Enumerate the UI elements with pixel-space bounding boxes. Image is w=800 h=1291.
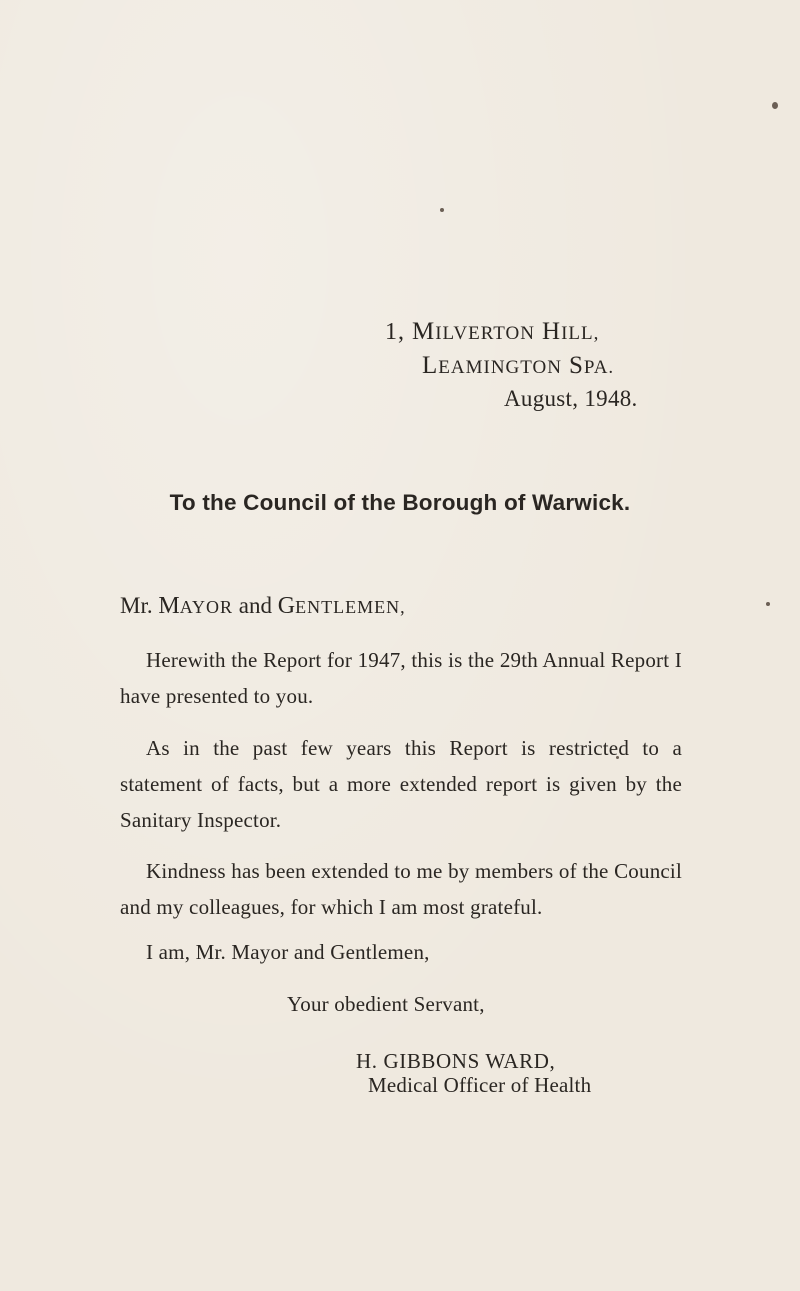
salutation-gentlemen-rest: ENTLEMEN, — [295, 597, 406, 617]
address-number: 1, — [385, 319, 412, 345]
body-paragraph — [120, 730, 682, 838]
paper-speck — [772, 102, 778, 109]
salutation-mayor-rest: AYOR — [179, 597, 234, 617]
address-line-1 — [385, 318, 599, 346]
body-paragraph — [120, 853, 682, 925]
address-line-2 — [422, 352, 614, 380]
paragraph-text: Herewith the Report for 1947, this is the 29th Annual Report I have presented to you. — [120, 648, 682, 708]
address-street-initial: M — [412, 318, 436, 345]
salutation — [120, 593, 406, 620]
paper-speck — [766, 602, 770, 606]
paragraph-text: As in the past few years this Report is restricted to a statement of facts, but a more extended report is given by the Sanitary Inspector. — [120, 736, 682, 832]
closing-line: I am, Mr. Mayor and Gentlemen, — [146, 940, 430, 964]
letter-heading: To the Council of the Borough of Warwick. — [169, 490, 631, 515]
address-town-initial: L — [422, 352, 439, 379]
paper-speck — [440, 208, 444, 212]
address-hill-rest: ILL, — [561, 323, 600, 344]
address-spa-initial: S — [568, 352, 584, 379]
salutation-mayor-initial: M — [158, 593, 180, 619]
closing-servant: Your obedient Servant, — [287, 992, 485, 1016]
paragraph-text: Kindness has been extended to me by members of the Council and my colleagues, for which I am most grateful. — [120, 859, 682, 919]
address-street-rest: ILVERTON — [435, 323, 535, 344]
letter-date: August, 1948. — [504, 386, 638, 411]
address-hill-initial: H — [542, 318, 562, 345]
signature-name: H. GIBBONS WARD, — [356, 1049, 556, 1073]
signature-title: Medical Officer of Health — [368, 1073, 592, 1097]
address-spa-rest: PA. — [583, 357, 615, 378]
body-paragraph — [120, 642, 682, 714]
address-town-rest: EAMINGTON — [438, 357, 562, 378]
salutation-gentlemen-initial: G — [277, 593, 296, 619]
salutation-and: and — [233, 593, 278, 618]
salutation-mr: Mr. — [120, 593, 159, 618]
